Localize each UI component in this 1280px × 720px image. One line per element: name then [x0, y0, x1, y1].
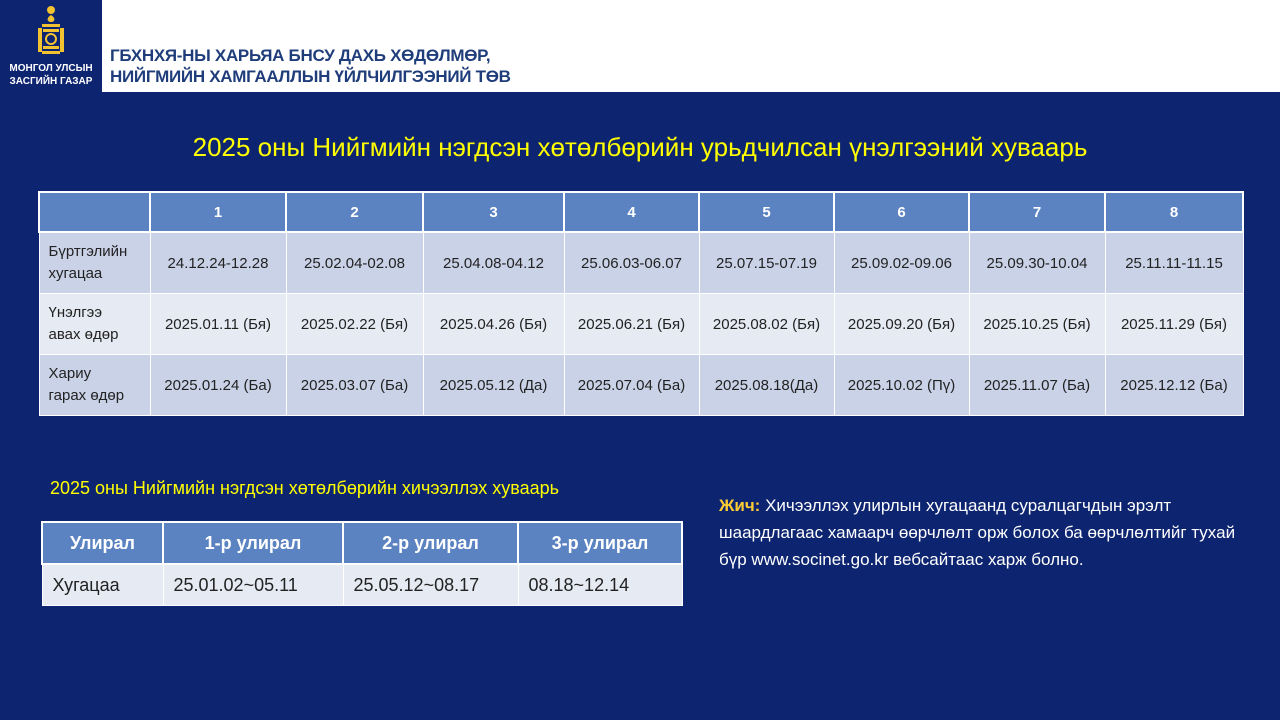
table-cell: 25.04.08-04.12	[423, 232, 564, 294]
header-cell	[39, 192, 150, 232]
table-cell: 2025.02.22 (Бя)	[286, 294, 423, 355]
table-cell: 25.06.03-06.07	[564, 232, 699, 294]
table-row	[39, 294, 1243, 355]
header-cell: 5	[699, 192, 834, 232]
header-cell: 2-р улирал	[343, 522, 518, 564]
soyombo-emblem-icon	[30, 4, 72, 60]
table-cell: 24.12.24-12.28	[150, 232, 286, 294]
table-cell: 25.01.02~05.11	[163, 564, 343, 606]
header-cell: 1	[150, 192, 286, 232]
table-row	[39, 232, 1243, 294]
table-header-row	[39, 192, 1243, 232]
table-cell: 2025.10.25 (Бя)	[969, 294, 1105, 355]
table-cell: 2025.01.11 (Бя)	[150, 294, 286, 355]
note-label: Жич:	[719, 496, 761, 515]
row-label: Хариу гарах өдөр	[39, 355, 150, 416]
table-cell: 2025.06.21 (Бя)	[564, 294, 699, 355]
table-cell: 08.18~12.14	[518, 564, 682, 606]
table-cell: 2025.11.07 (Ба)	[969, 355, 1105, 416]
table-cell: 2025.12.12 (Ба)	[1105, 355, 1243, 416]
row-label: Бүртгэлийн хугацаа	[39, 232, 150, 294]
table-cell: 25.02.04-02.08	[286, 232, 423, 294]
section-title: 2025 оны Нийгмийн нэгдсэн хөтөлбөрийн хичээллэх хуваарь	[50, 478, 560, 498]
logo-caption: МОНГОЛ УЛСЫН ЗАСГИЙН ГАЗАР	[9, 63, 93, 87]
header-cell: Улирал	[42, 522, 163, 564]
header-cell: 2	[286, 192, 423, 232]
header-cell: 1-р улирал	[163, 522, 343, 564]
table-cell: 2025.01.24 (Ба)	[150, 355, 286, 416]
header-cell: 3-р улирал	[518, 522, 682, 564]
table-cell: 2025.04.26 (Бя)	[423, 294, 564, 355]
government-logo	[0, 0, 102, 92]
table-row	[39, 355, 1243, 416]
header-cell: 8	[1105, 192, 1243, 232]
table-cell: 25.11.11-11.15	[1105, 232, 1243, 294]
table-cell: 25.09.02-09.06	[834, 232, 969, 294]
table-cell: 2025.08.18(Да)	[699, 355, 834, 416]
table-cell: 25.07.15-07.19	[699, 232, 834, 294]
table-cell: 2025.10.02 (Пү)	[834, 355, 969, 416]
table-cell: 25.09.30-10.04	[969, 232, 1105, 294]
table-cell: 2025.05.12 (Да)	[423, 355, 564, 416]
header-cell: 6	[834, 192, 969, 232]
assessment-schedule-table	[38, 191, 1244, 416]
table-cell: 2025.11.29 (Бя)	[1105, 294, 1243, 355]
header-cell: 4	[564, 192, 699, 232]
table-cell: 2025.08.02 (Бя)	[699, 294, 834, 355]
header-cell: 3	[423, 192, 564, 232]
table-row	[42, 564, 682, 606]
table-header-row	[42, 522, 682, 564]
table-cell: 2025.07.04 (Ба)	[564, 355, 699, 416]
page-header	[0, 0, 1280, 92]
header-cell: 7	[969, 192, 1105, 232]
organization-title: ГБХНХЯ-НЫ ХАРЬЯА БНСУ ДАХЬ ХӨДӨЛМӨР, НИЙГМИЙН ХАМГААЛЛЫН ҮЙЛЧИЛГЭЭНИЙ ТӨВ	[110, 46, 511, 86]
note-text-block	[719, 492, 1239, 573]
row-label: Хугацаа	[42, 564, 163, 606]
semester-table	[41, 521, 683, 606]
table-cell: 25.05.12~08.17	[343, 564, 518, 606]
table-cell: 2025.09.20 (Бя)	[834, 294, 969, 355]
note-body: Хичээллэх улирлын хугацаанд суралцагчдын эрэлт шаардлагаас хамаарч өөрчлөлт орж болох ба өөрчлөлтийг тухай бүр www.socinet.go.kr вебсайтаас харж болно.	[719, 496, 1236, 569]
table-cell: 2025.03.07 (Ба)	[286, 355, 423, 416]
row-label: Үнэлгээ авах өдөр	[39, 294, 150, 355]
page-title: 2025 оны Нийгмийн нэгдсэн хөтөлбөрийн урьдчилсан үнэлгээний хуваарь	[192, 132, 1088, 162]
